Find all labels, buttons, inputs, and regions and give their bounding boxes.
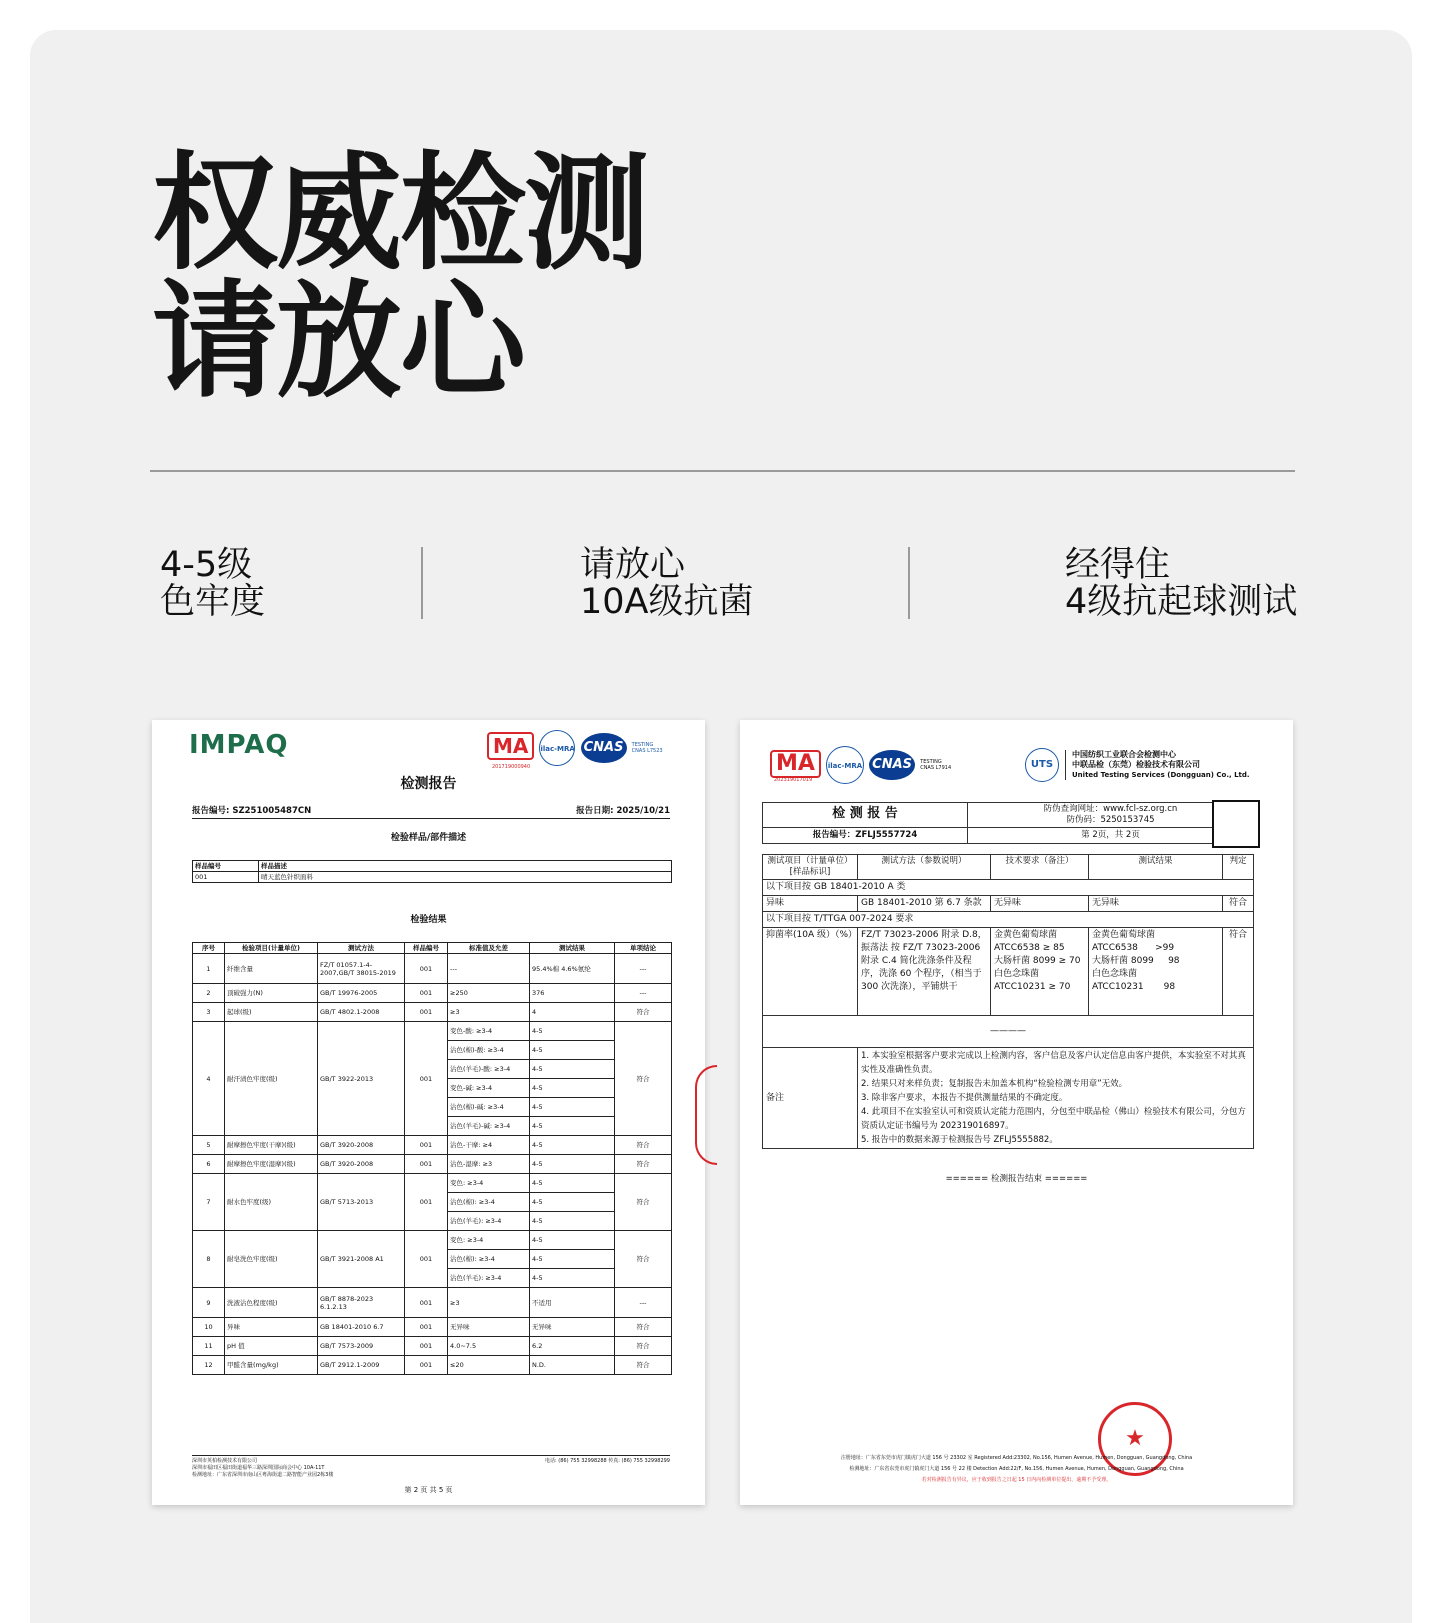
table-cell: 001 <box>405 1356 448 1375</box>
report-footer <box>192 1455 670 1479</box>
table-row <box>193 954 672 984</box>
table-cell: 耐皂洗色牢度(级) <box>225 1231 318 1288</box>
table-cell: 4 <box>193 1022 225 1136</box>
result-cell: 无异味 <box>1089 896 1223 912</box>
table-cell: GB/T 3921-2008 A1 <box>318 1231 405 1288</box>
results-header: 测试结果 <box>530 943 615 954</box>
table-divider: ———— <box>763 1016 1254 1048</box>
table-cell: 4-5 <box>530 1174 615 1193</box>
table-row <box>193 1136 672 1155</box>
ilac-mra-icon: ilac-MRA <box>539 730 575 766</box>
table-cell: 沾色(羊毛)-酸: ≥3-4 <box>448 1060 530 1079</box>
table-cell: 001 <box>405 1337 448 1356</box>
feature-1-line-2: 色牢度 <box>160 582 266 622</box>
table-cell: 001 <box>405 1022 448 1136</box>
lab-name <box>1065 750 1250 780</box>
report-title: 检测报告 <box>400 776 457 792</box>
table-cell: 4-5 <box>530 1117 615 1136</box>
footer-line: 深圳市福田区福田街道福华三路深圳国际商会中心 10A-11T <box>192 1465 325 1471</box>
table-cell: 符合 <box>615 1155 672 1174</box>
table-cell: 4-5 <box>530 1136 615 1155</box>
results-header: 单项结论 <box>615 943 672 954</box>
results-header: 判定 <box>1223 855 1254 880</box>
table-cell: GB 18401-2010 6.7 <box>318 1318 405 1337</box>
requirement-line: 金黄色葡萄球菌 <box>994 930 1058 940</box>
table-cell: 变色: ≥3-4 <box>448 1174 530 1193</box>
footer-line: 检测地址：广东省深圳市南山区粤海街道二路智能产业园2栋3楼 <box>192 1472 334 1478</box>
report-number: ZFLJ5557724 <box>855 830 918 840</box>
table-cell: 4-5 <box>530 1079 615 1098</box>
table-cell: 沾色-干摩: ≥4 <box>448 1136 530 1155</box>
qr-code-icon[interactable] <box>1212 800 1260 848</box>
uts-logo-icon: UTS <box>1025 748 1059 782</box>
table-cell: 2 <box>193 984 225 1003</box>
table-cell: 耐摩擦色牢度(湿摩)(级) <box>225 1155 318 1174</box>
table-cell: GB/T 8878-2023 6.1.2.13 <box>318 1288 405 1318</box>
table-cell: 3 <box>193 1003 225 1022</box>
cnas-number: CNAS L7523 <box>631 748 663 754</box>
table-cell: 4-5 <box>530 1098 615 1117</box>
sample-section-title: 检验样品/部件描述 <box>390 833 467 843</box>
table-cell: 4.0~7.5 <box>448 1337 530 1356</box>
cnas-number: CNAS L7914 <box>920 765 952 771</box>
table-cell: 变色-酸: ≥3-4 <box>448 1022 530 1041</box>
result-cell: 符合 <box>1223 928 1254 1016</box>
table-cell: 符合 <box>615 1337 672 1356</box>
table-row <box>193 1155 672 1174</box>
table-cell: 12 <box>193 1356 225 1375</box>
table-cell: 4-5 <box>530 1193 615 1212</box>
result-cell: 无异味 <box>991 896 1089 912</box>
table-cell: 001 <box>405 1003 448 1022</box>
table-cell: ≥3 <box>448 1003 530 1022</box>
results-header: 技术要求（备注） <box>991 855 1089 880</box>
cma-number: 202319017019 <box>774 777 813 783</box>
note-line: 5. 报告中的数据来源于检测报告号 ZFLJ5555882。 <box>861 1135 1058 1145</box>
table-cell: 甲醛含量(mg/kg) <box>225 1356 318 1375</box>
table-cell: 1 <box>193 954 225 984</box>
table-cell: 耐汗渍色牢度(级) <box>225 1022 318 1136</box>
table-cell: 洗液沾色程度(级) <box>225 1288 318 1318</box>
report-number-label: 报告编号： <box>812 830 856 840</box>
table-cell: 4-5 <box>530 1250 615 1269</box>
table-cell: 5 <box>193 1136 225 1155</box>
cnas-logo-icon: CNAS <box>581 733 627 763</box>
hero-title <box>152 140 648 415</box>
table-cell: 符合 <box>615 1022 672 1136</box>
table-cell: GB/T 3922-2013 <box>318 1022 405 1136</box>
requirement-line: ATCC6538 ≥ 85 <box>994 943 1065 953</box>
table-cell: GB/T 3920-2008 <box>318 1155 405 1174</box>
table-cell: 6.2 <box>530 1337 615 1356</box>
table-cell: 376 <box>530 984 615 1003</box>
results-header: 检验项目(计量单位) <box>225 943 318 954</box>
requirement-line: 大肠杆菌 8099 ≥ 70 <box>994 956 1081 966</box>
hero-line-2: 请放心 <box>152 268 524 415</box>
table-cell: 耐水色牢度(级) <box>225 1174 318 1231</box>
lab-name-en: United Testing Services (Dongguan) Co., Ltd. <box>1072 771 1250 779</box>
table-cell: 001 <box>405 1155 448 1174</box>
table-row <box>193 1356 672 1375</box>
lab-name-cn-2: 中联品检（东莞）检验技术有限公司 <box>1072 760 1200 769</box>
table-cell: GB/T 19976-2005 <box>318 984 405 1003</box>
sample-header: 样品编号 <box>193 861 259 872</box>
table-cell: 符合 <box>615 1231 672 1288</box>
report-header-table <box>762 802 1254 844</box>
cma-seal-icon: MA <box>487 732 534 760</box>
report-date: 报告日期: 2025/10/21 <box>576 806 670 816</box>
footer-line: 若对检测报告有异议，应于收到报告之日起 15 日内向检测单位提出，逾期不予受理。 <box>921 1477 1112 1483</box>
note-line: 2. 结果只对来样负责；复制报告未加盖本机构“检验检测专用章”无效。 <box>861 1079 1128 1089</box>
feature-anti-pilling <box>1065 547 1297 621</box>
table-cell: 9 <box>193 1288 225 1318</box>
footer-line: 深圳市英柏检测技术有限公司 <box>192 1458 258 1464</box>
requirement-line: ATCC10231 ≥ 70 <box>994 982 1071 992</box>
table-row <box>193 1318 672 1337</box>
table-cell: GB/T 2912.1-2009 <box>318 1356 405 1375</box>
results-header: 序号 <box>193 943 225 954</box>
table-row <box>193 1174 672 1193</box>
result-cell: GB 18401-2010 第 6.7 条款 <box>858 896 991 912</box>
table-cell: 4 <box>530 1003 615 1022</box>
divider-line <box>150 470 1295 472</box>
cnas-logo-icon: CNAS <box>869 750 915 780</box>
table-cell: 001 <box>405 1288 448 1318</box>
table-cell: --- <box>448 954 530 984</box>
table-cell: 95.4%棉 4.6%氨纶 <box>530 954 615 984</box>
feature-2-line-2: 10A级抗菌 <box>580 582 754 622</box>
report-end: ====== 检测报告结束 ====== <box>945 1174 1088 1184</box>
table-cell: 起球(级) <box>225 1003 318 1022</box>
note-line: 3. 除非客户要求，本报告不提供测量结果的不确定度。 <box>861 1093 1068 1103</box>
table-cell: 001 <box>405 1174 448 1231</box>
table-cell: 沾色(棉)-酸: ≥3-4 <box>448 1041 530 1060</box>
table-cell: 纤维含量 <box>225 954 318 984</box>
table-cell: 沾色(羊毛): ≥3-4 <box>448 1212 530 1231</box>
ilac-mra-icon: ilac-MRA <box>826 746 864 784</box>
table-cell: 4-5 <box>530 1155 615 1174</box>
table-cell: pH 值 <box>225 1337 318 1356</box>
table-cell: 沾色(棉): ≥3-4 <box>448 1193 530 1212</box>
seal-stamp-icon: ★ <box>1098 1402 1172 1476</box>
seal-stamp-icon <box>695 1065 717 1165</box>
page-number: 第 2页，共 2页 <box>968 828 1254 844</box>
results-table <box>192 942 672 1375</box>
result-line: 大肠杆菌 8099 98 <box>1092 956 1180 966</box>
results-header: 标准值及允差 <box>448 943 530 954</box>
table-cell: 11 <box>193 1337 225 1356</box>
result-line: ATCC6538 >99 <box>1092 943 1175 953</box>
feature-3-line-2: 4级抗起球测试 <box>1065 582 1298 622</box>
page-number: 第 2 页 共 5 页 <box>404 1486 453 1494</box>
results-header: 测试结果 <box>1089 855 1223 880</box>
table-cell: 符合 <box>615 1356 672 1375</box>
accreditation-logos <box>487 730 663 766</box>
results-header: 样品编号 <box>405 943 448 954</box>
table-cell: GB/T 5713-2013 <box>318 1174 405 1231</box>
feature-separator <box>908 547 910 619</box>
footer-line: 检测地址：广东省东莞市虎门镇虎门大道 156 号 22 楼 Detection Add:22/F, No.156, Humen Avenue, Humen, Dongguan, Guangdong, China <box>849 1466 1184 1472</box>
result-cell: FZ/T 73023-2006 附录 D.8，振荡法 按 FZ/T 73023-2006 附录 C.4 简化洗涤条件及程序，洗涤 60 个程序，（相当于 300 次洗涤），平铺烘干 <box>858 928 991 1016</box>
table-cell: --- <box>615 954 672 984</box>
lab-name-cn-1: 中国纺织工业联合会检测中心 <box>1072 750 1176 759</box>
requirement-line: 白色念珠菌 <box>994 969 1040 979</box>
table-row <box>193 984 672 1003</box>
results-table <box>762 854 1254 1149</box>
table-cell: 无异味 <box>530 1318 615 1337</box>
sample-table <box>192 860 672 883</box>
table-cell: 顶破强力(N) <box>225 984 318 1003</box>
table-cell: GB/T 4802.1-2008 <box>318 1003 405 1022</box>
feature-2-line-1: 请放心 <box>580 545 686 585</box>
sample-header: 样品描述 <box>259 861 672 872</box>
table-row <box>193 1288 672 1318</box>
notes-label: 备注 <box>763 1048 858 1149</box>
table-cell: ≤20 <box>448 1356 530 1375</box>
table-cell: N.D. <box>530 1356 615 1375</box>
sample-cell: 001 <box>193 872 259 883</box>
section-label: 以下项目按 T/TTGA 007-2024 要求 <box>763 912 1254 928</box>
table-cell: 4-5 <box>530 1022 615 1041</box>
table-cell: 7 <box>193 1174 225 1231</box>
note-line: 1. 本实验室根据客户要求完成以上检测内容，客户信息及客户认定信息由客户提供，本实验室不对其真实性及准确性负责。 <box>861 1051 1246 1075</box>
table-cell: 符合 <box>615 1136 672 1155</box>
table-cell: ≥250 <box>448 984 530 1003</box>
table-cell: 符合 <box>615 1003 672 1022</box>
result-cell: 异味 <box>763 896 858 912</box>
table-cell: ≥3 <box>448 1288 530 1318</box>
table-cell: 沾色-湿摩: ≥3 <box>448 1155 530 1174</box>
table-cell: 符合 <box>615 1174 672 1231</box>
table-cell: 001 <box>405 984 448 1003</box>
table-cell: --- <box>615 984 672 1003</box>
table-row <box>193 1003 672 1022</box>
table-cell: 沾色(棉): ≥3-4 <box>448 1250 530 1269</box>
table-cell: 符合 <box>615 1318 672 1337</box>
report-title: 检 测 报 告 <box>763 803 968 828</box>
table-cell: 4-5 <box>530 1231 615 1250</box>
table-cell: 无异味 <box>448 1318 530 1337</box>
table-cell: 异味 <box>225 1318 318 1337</box>
results-header: 测试方法（参数说明） <box>858 855 991 880</box>
result-line: ATCC10231 98 <box>1092 982 1176 992</box>
feature-1-line-1: 4-5级 <box>160 545 253 585</box>
table-cell: 变色: ≥3-4 <box>448 1231 530 1250</box>
table-cell: 4-5 <box>530 1060 615 1079</box>
sample-cell: 晴天蓝色针织面料 <box>259 872 672 883</box>
table-cell: 10 <box>193 1318 225 1337</box>
table-cell: 沾色(羊毛)-碱: ≥3-4 <box>448 1117 530 1136</box>
impaq-logo: IMPAQ <box>189 730 289 760</box>
footer-line: 注册地址：广东省东莞市虎门镇虎门大道 156 号 23302 室 Registered Add:23302, No.156, Humen Avenue, Humen, Dongguan, Guangdong, China <box>840 1455 1193 1461</box>
results-header: 测试方法 <box>318 943 405 954</box>
section-label: 以下项目按 GB 18401-2010 A 类 <box>763 880 1254 896</box>
table-cell: 沾色(羊毛): ≥3-4 <box>448 1269 530 1288</box>
table-cell: FZ/T 01057.1-4-2007,GB/T 38015-2019 <box>318 954 405 984</box>
results-header: 测试项目（计量单位）[样品标识] <box>763 855 858 880</box>
feature-color-fastness <box>160 547 265 621</box>
verify-code: 防伪码：5250153745 <box>1066 815 1155 825</box>
table-cell: 沾色(棉)-碱: ≥3-4 <box>448 1098 530 1117</box>
results-section-title: 检验结果 <box>410 915 447 925</box>
table-cell: --- <box>615 1288 672 1318</box>
table-cell: 8 <box>193 1231 225 1288</box>
table-cell: 6 <box>193 1155 225 1174</box>
result-cell: 抑菌率(10A 级）（%） <box>763 928 858 1016</box>
result-cell: 符合 <box>1223 896 1254 912</box>
table-cell: 4-5 <box>530 1041 615 1060</box>
table-cell: 001 <box>405 1136 448 1155</box>
cma-seal-icon: MA <box>770 750 821 778</box>
testing-label: TESTING <box>631 742 654 748</box>
testing-label: TESTING <box>920 759 942 765</box>
table-cell: 4-5 <box>530 1269 615 1288</box>
note-line: 4. 此项目不在实验室认可和资质认定能力范围内，分包至中联品检（佛山）检验技术有限公司，分包方资质认定证书编号为 202319016897。 <box>861 1107 1246 1131</box>
hero-line-1: 权威检测 <box>152 140 648 287</box>
feature-antibacterial <box>580 547 753 621</box>
table-cell: 4-5 <box>530 1212 615 1231</box>
table-row <box>193 1022 672 1041</box>
report-number: 报告编号: SZ251005487CN <box>192 806 312 816</box>
table-cell: 不适用 <box>530 1288 615 1318</box>
report-footer <box>740 1453 1293 1486</box>
table-cell: GB/T 3920-2008 <box>318 1136 405 1155</box>
result-line: 金黄色葡萄球菌 <box>1092 930 1156 940</box>
report-document-2 <box>740 720 1293 1505</box>
feature-3-line-1: 经得住 <box>1065 545 1171 585</box>
table-cell: GB/T 7573-2009 <box>318 1337 405 1356</box>
footer-contact: 电话: (86) 755 32998288 传真: (86) 755 32998299 <box>544 1458 670 1464</box>
cma-number: 201719000940 <box>492 764 531 770</box>
table-cell: 变色-碱: ≥3-4 <box>448 1079 530 1098</box>
table-cell: 耐摩擦色牢度(干摩)(级) <box>225 1136 318 1155</box>
table-cell: 001 <box>405 1318 448 1337</box>
table-row <box>193 1337 672 1356</box>
verify-site: 防伪查询网址：www.fcl-sz.org.cn <box>1043 804 1178 814</box>
result-line: 白色念珠菌 <box>1092 969 1138 979</box>
feature-separator <box>421 547 423 619</box>
table-cell: 001 <box>405 954 448 984</box>
table-cell: 001 <box>405 1231 448 1288</box>
table-row <box>193 1231 672 1250</box>
report-document-1 <box>152 720 705 1505</box>
